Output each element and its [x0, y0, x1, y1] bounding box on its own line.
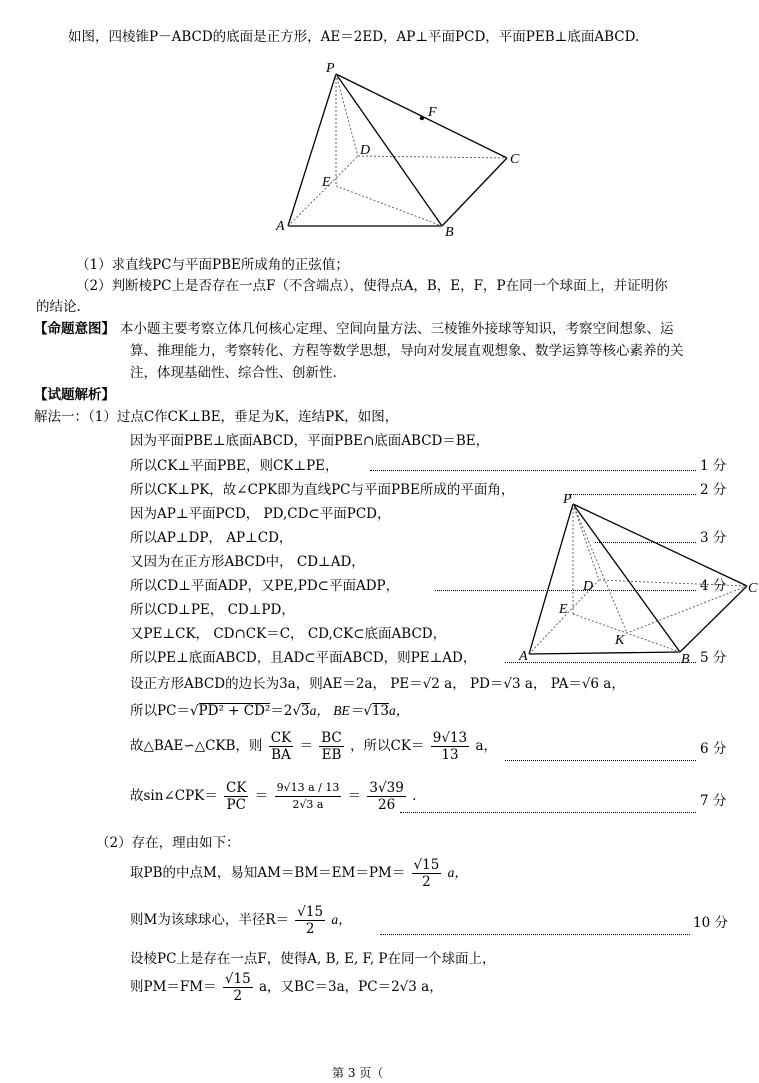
score-2: 2 分	[700, 482, 727, 498]
leader-dots	[370, 470, 696, 471]
figure-pyramid-1	[270, 58, 540, 243]
label-f: F	[428, 105, 437, 120]
solution-line-10: 又PE⊥CK， CD∩CK＝C， CD,CK⊂底面ABCD，	[130, 626, 447, 642]
part2-line-1: 取PB的中点M，易知AM＝BM＝EM＝PM＝ $\frac{√15}{2}$ a，	[130, 857, 468, 890]
label-e: E	[322, 175, 331, 190]
edge-ab	[529, 652, 680, 654]
point-f	[420, 116, 424, 120]
edge-dc	[599, 580, 747, 586]
solution-line-5: 因为AP⊥平面PCD， PD,CD⊂平面PCD，	[130, 506, 391, 522]
score-10: 10 分	[693, 915, 728, 931]
edge-bc	[680, 586, 747, 652]
solution-line-12: 设正方形ABCD的边长为3a，则AE＝2a， PE＝√2 a， PD＝√3 a， PA＝√6 a，	[130, 676, 625, 692]
solution-line-3: 所以CK⊥平面PBE，则CK⊥PE，	[130, 458, 339, 474]
part2-line-4: 则PM＝FM＝ $\frac{√15}{2}$ a，又BC＝3a，PC＝2√3 a，	[130, 971, 443, 1004]
score-7: 7 分	[700, 793, 727, 809]
solution-line-1: 解法一：（1）过点C作CK⊥BE，垂足为K，连结PK，如图，	[34, 409, 399, 425]
solution-line-7: 又因为在正方形ABCD中， CD⊥AD，	[130, 554, 365, 570]
edge-dc	[358, 156, 507, 158]
score-6: 6 分	[700, 741, 727, 757]
label-e: E	[559, 602, 568, 617]
score-4: 4 分	[700, 578, 727, 594]
solution-line-9: 所以CD⊥PE， CD⊥PD，	[130, 602, 295, 618]
score-5: 5 分	[700, 650, 727, 666]
label-p: P	[326, 61, 335, 76]
edge-pc	[573, 504, 747, 586]
edge-ck	[627, 586, 747, 633]
edge-pb	[336, 74, 442, 226]
solution-line-6: 所以AP⊥DP， AP⊥CD，	[130, 530, 293, 546]
edge-pa	[529, 504, 573, 654]
label-a: A	[276, 219, 285, 234]
question-2-line1: （2）判断棱PC上是否存在一点F（不含端点），使得点A，B，E，F，P在同一个球面上，并证明你	[76, 278, 668, 294]
solution-line-15: 故sin∠CPK＝ $\frac{CK}{PC}$ ＝ $\frac{9√13 a / 13}{2√3 a}$ ＝ $\frac{3√39}{26}$ .	[130, 780, 417, 813]
edge-pd	[573, 504, 599, 580]
intent-line2: 算、推理能力，考察转化、方程等数学思想，导向对发展直观想象、数学运算等核心素养的关	[130, 343, 684, 359]
leader-dots	[505, 760, 696, 761]
part2-head: （2）存在，理由如下：	[96, 835, 240, 851]
intent-line3: 注，体现基础性、综合性、创新性.	[130, 365, 337, 381]
edge-pd	[336, 74, 358, 156]
solution-line-2: 因为平面PBE⊥底面ABCD，平面PBE∩底面ABCD＝BE，	[130, 433, 490, 449]
intent-label: 【命题意图】	[34, 321, 115, 337]
question-2-line2: 的结论.	[36, 299, 81, 315]
edge-eb	[336, 186, 442, 226]
question-1: （1）求直线PC与平面PBE所成角的正弦值；	[76, 257, 349, 273]
label-d: D	[583, 579, 594, 594]
leader-dots	[400, 812, 696, 813]
solution-line-11: 所以PE⊥底面ABCD，且AD⊂平面ABCD，则PE⊥AD，	[130, 650, 477, 666]
label-a: A	[519, 649, 528, 664]
edge-pb	[573, 504, 680, 652]
label-k: K	[615, 633, 625, 648]
label-p: P	[563, 492, 572, 507]
label-c: C	[510, 152, 520, 167]
problem-intro: 如图，四棱锥P－ABCD的底面是正方形，AE＝2ED，AP⊥平面PCD，平面PEB⊥底面ABCD.	[68, 29, 640, 45]
label-c: C	[748, 581, 758, 596]
figure-pyramid-2	[515, 488, 759, 670]
solution-line-4: 所以CK⊥PK，故∠CPK即为直线PC与平面PBE所成的平面角，	[130, 482, 515, 498]
solution-line-14: 故△BAE∽△CKB，则 $\frac{CK}{BA}$ ＝ $\frac{BC}{EB}$ ，所以CK＝ $\frac{9√13}{13}$ a，	[130, 730, 498, 763]
page-footer: 第 3 页（	[332, 1066, 384, 1080]
intent-line1: 本小题主要考察立体几何核心定理、空间向量方法、三棱锥外接球等知识，考察空间想象、运	[120, 321, 674, 337]
edge-pa	[288, 74, 336, 226]
score-1: 1 分	[700, 458, 727, 474]
part2-line-3: 设棱PC上是存在一点F，使得A, B, E, F, P在同一个球面上，	[130, 951, 496, 967]
edge-eb	[573, 614, 680, 652]
edge-bc	[442, 158, 507, 226]
label-b: B	[681, 652, 690, 667]
label-b: B	[445, 225, 454, 240]
solution-line-8: 所以CD⊥平面ADP，又PE,PD⊂平面ADP，	[130, 578, 400, 594]
label-d: D	[360, 143, 371, 158]
analysis-label: 【试题解析】	[34, 387, 115, 403]
part2-line-2: 则M为该球球心，半径R＝ $\frac{√15}{2}$ a，	[130, 904, 352, 937]
score-3: 3 分	[700, 530, 727, 546]
leader-dots	[380, 934, 690, 935]
solution-line-13: 所以PC＝√PD² + CD²＝2√3a， BE＝√13a，	[130, 703, 410, 719]
